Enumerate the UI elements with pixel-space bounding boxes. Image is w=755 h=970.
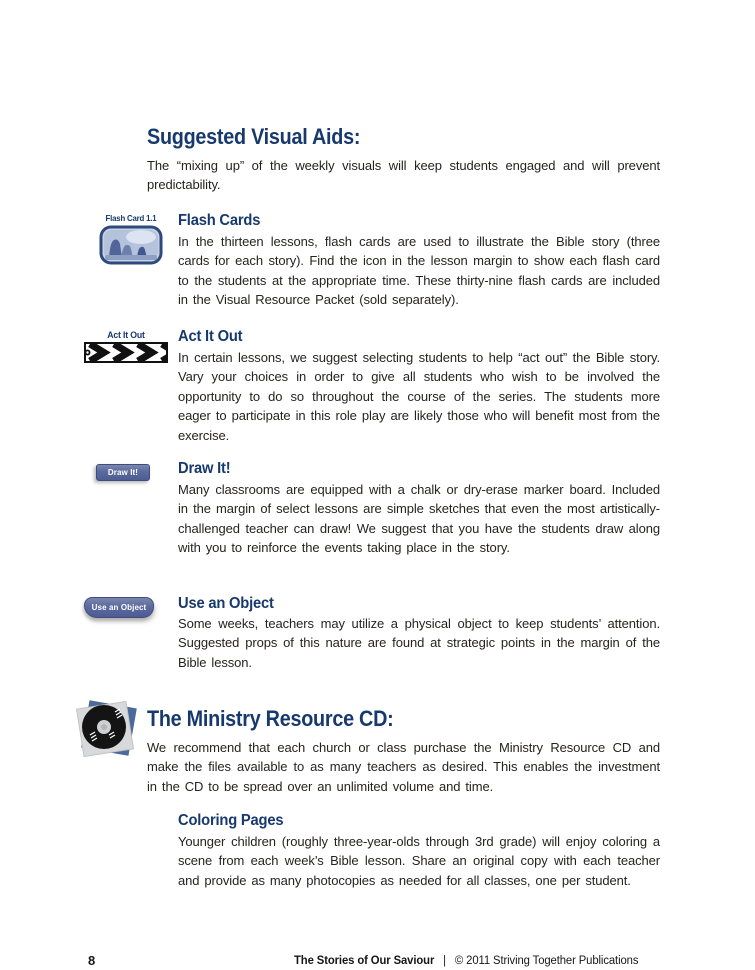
- use-an-object-label: Use an Object: [91, 603, 147, 612]
- intro-paragraph: The “mixing up” of the weekly visuals will keep students engaged and will prevent predictability.: [147, 158, 660, 193]
- draw-it-margin-tab: [96, 464, 150, 481]
- flash-card-label: Flash Card 1.1: [105, 213, 157, 223]
- section-heading-draw-it: Draw It!: [178, 460, 231, 477]
- page-number: 8: [88, 953, 96, 968]
- flash-card-picture-icon: [99, 225, 163, 265]
- draw-it-label: Draw It!: [107, 468, 139, 477]
- act-it-out-label: Act It Out: [107, 330, 145, 341]
- cd-section-heading: The Ministry Resource CD:: [147, 706, 394, 731]
- page-title: Suggested Visual Aids:: [147, 124, 361, 149]
- subsection-heading-coloring-pages: Coloring Pages: [178, 812, 284, 829]
- footer-separator: |: [443, 955, 446, 967]
- section-body-draw-it: Many classrooms are equipped with a chalk or dry-erase marker board. Included in the margin of select lessons are simple sketches that even the most artistically-challenged teacher can draw! We suggest that you have the students draw along with you to reinforce the events taking place in the story.: [178, 482, 660, 556]
- footer-book-title: The Stories of Our Saviour: [294, 955, 435, 967]
- act-it-out-margin-aid: [84, 330, 168, 363]
- cd-section-body: We recommend that each church or class purchase the Ministry Resource CD and make the files available to as many teachers as desired. This enables the investment in the CD to be spread over an unlimited volume and time.: [147, 740, 660, 794]
- section-heading-act-it-out: Act It Out: [178, 328, 243, 345]
- section-body-flash-cards: In the thirteen lessons, flash cards are used to illustrate the Bible story (three cards for each story). Find the icon in the lesson margin to show each flash card to the students at the appropriate time. These thirty-nine flash cards are included in the Visual Resource Packet (sold separately).: [178, 234, 660, 308]
- section-body-use-an-object: Some weeks, teachers may utilize a physical object to keep students’ attention. Suggested props of this nature are found at strategic points in the margin of the Bible lesson.: [178, 616, 660, 670]
- section-heading-use-an-object: Use an Object: [178, 595, 274, 612]
- chevron-filmstrip-icon: [84, 342, 168, 363]
- section-body-act-it-out: In certain lessons, we suggest selecting students to help “act out” the Bible story. Vary your choices in order to give all students who wish to be involved the opportunity to do so throughout the course of the series. The students more eager to participate in this role play are likely those who will benefit most from the exercise.: [178, 350, 660, 443]
- subsection-body-coloring-pages: Younger children (roughly three-year-olds through 3rd grade) will enjoy coloring a scene from each week’s Bible lesson. Share an original copy with each teacher and provide as many photocopies as needed for all classes, one per student.: [178, 834, 660, 888]
- section-heading-flash-cards: Flash Cards: [178, 212, 261, 229]
- footer-credit: [294, 955, 638, 967]
- use-an-object-margin-tab: [84, 597, 154, 618]
- cd-disc-icon: [73, 697, 139, 761]
- flash-card-margin-aid: [94, 213, 168, 265]
- footer-copyright: © 2011 Striving Together Publications: [454, 955, 639, 967]
